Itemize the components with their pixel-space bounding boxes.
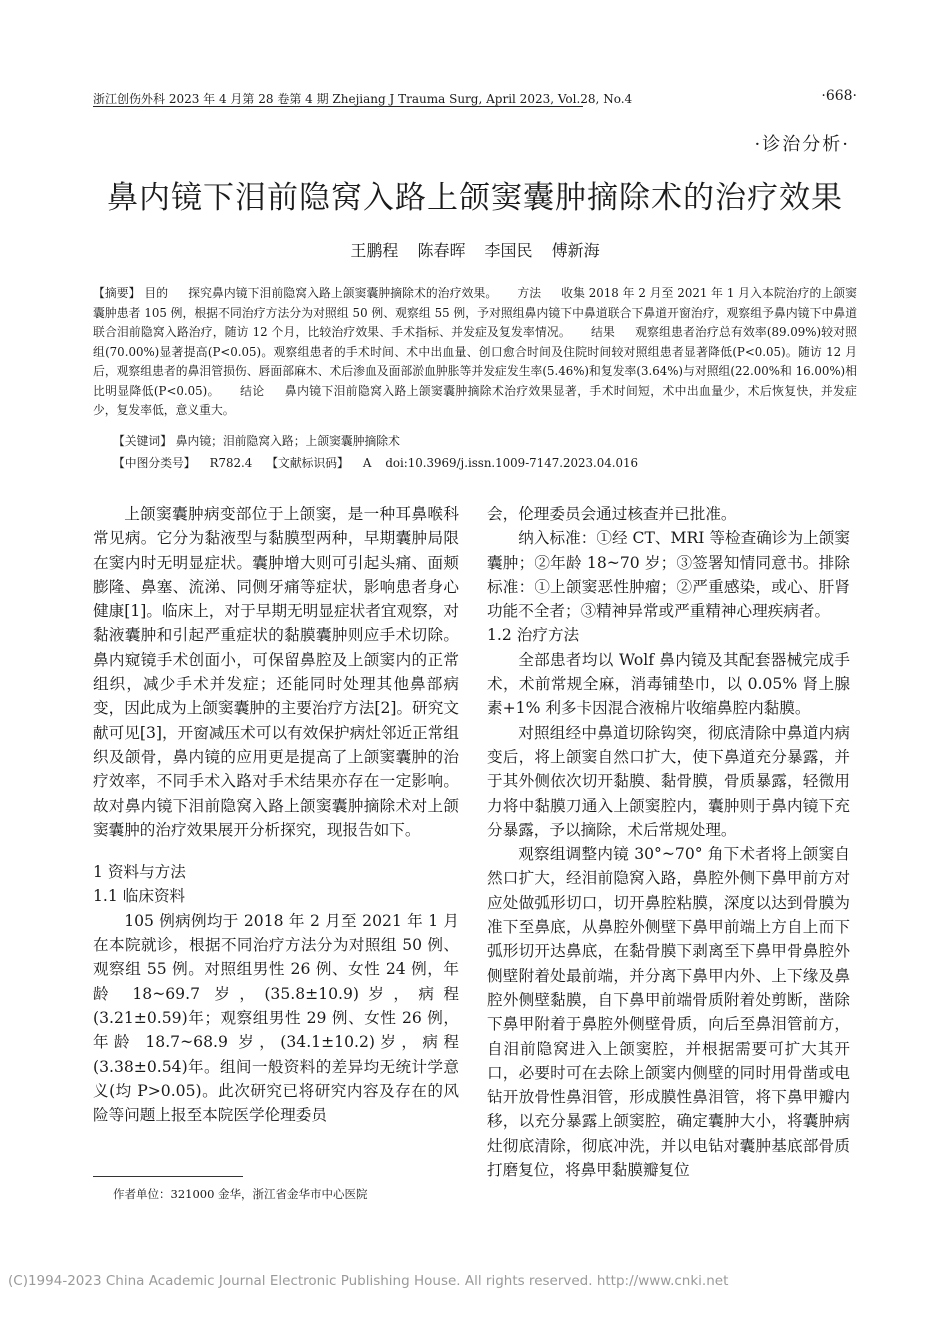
method-label: 方法	[517, 286, 542, 300]
article-title: 鼻内镜下泪前隐窝入路上颌窦囊肿摘除术的治疗效果	[107, 180, 843, 216]
left-column	[93, 502, 459, 1127]
result-text: 观察组患者治疗总有效率(89.09%)较对照组(70.00%)显著提高(P<0.05)。观察组患者的手术时间、术中出血量、创口愈合时间及住院时间较对照组患者显著降低(P<0.05)。随访 12 月后，观察组患者的鼻泪管损伤、唇面部麻木、术后渗血及面部淤血肿胀等并发症发生率(5.46%)和复发率(3.64%)与对照组(22.00%和 16.00%)相比明显降低(P<0.05)。	[93, 325, 857, 398]
authors: 王鹏程 陈春晖 李国民 傅新海	[350, 241, 600, 260]
heading-materials-methods: 1 资料与方法	[93, 863, 186, 882]
intro-paragraph: 上颌窦囊肿病变部位于上颌窦，是一种耳鼻喉科常见病。它分为黏液型与黏膜型两种，早期囊肿局限在窦内时无明显症状。囊肿增大则可引起头痛、面颊膨隆、鼻塞、流涕、同侧牙痛等症状，影响患者身心健康[1]。临床上，对于早期无明显症状者宜观察，对黏液囊肿和引起严重症状的黏膜囊肿则应手术切除。鼻内窥镜手术创面小，可保留鼻腔及上颌窦内的正常组织，减少手术并发症；还能同时处理其他鼻部病变，因此成为上颌窦囊肿的主要治疗方法[2]。研究文献可见[3]，开窗减压术可以有效保护病灶邻近正常组织及颌骨，鼻内镜的应用更是提高了上颌窦囊肿的治疗效率，不同手术入路对手术结果亦存在一定影响。故对鼻内镜下泪前隐窝入路上颌窦囊肿摘除术对上颌窦囊肿的治疗效果展开分析探究，现报告如下。	[93, 505, 459, 839]
classification-line	[113, 454, 652, 471]
method-text: 收集 2018 年 2 月至 2021 年 1 月入本院治疗的上颌窦囊肿患者 105 例，根据不同治疗方法分为对照组 50 例、观察组 55 例，予对照组鼻内镜下中鼻道联合下鼻道开窗治疗，观察组予鼻内镜下中鼻道联合泪前隐窝入路治疗，随访 12 个月，比较治疗效果、手术指标、并发症及复发率情况。	[93, 286, 857, 339]
author-affiliation: 作者单位：321000 金华，浙江省金华市中心医院	[113, 1187, 368, 1201]
cnki-watermark: (C)1994-2023 China Academic Journal Electronic Publishing House. All rights reserved. http://www.cnki.net	[8, 1273, 729, 1289]
ethics-continuation: 会，伦理委员会通过核查并已批准。	[487, 505, 737, 523]
keywords	[113, 432, 400, 449]
conclusion-text: 鼻内镜下泪前隐窝入路上颌窦囊肿摘除术治疗效果显著，手术时间短，术中出血量少，术后恢复快，并发症少，复发率低，意义重大。	[93, 383, 857, 417]
page-number: ·668·	[821, 88, 857, 104]
criteria-paragraph: 纳入标准：①经 CT、MRI 等检查确诊为上颌窦囊肿；②年龄 18~70 岁；③签署知情同意书。排除标准：①上颌窦恶性肿瘤；②严重感染，或心、肝肾功能不全者；③精神异常或严重精神心理疾病者。	[487, 529, 850, 621]
keywords-label: 【关键词】	[113, 434, 172, 448]
right-column	[487, 502, 850, 1182]
anesthesia-paragraph: 全部患者均以 Wolf 鼻内镜及其配套器械完成手术，术前常规全麻，消毒铺垫巾，以 0.05% 肾上腺素+1% 利多卡因混合液棉片收缩鼻腔内黏膜。	[487, 650, 850, 718]
control-group-paragraph: 对照组经中鼻道切除钩突，彻底清除中鼻道内病变后，将上颌窦自然口扩大，使下鼻道充分暴露，并于其外侧依次切开黏膜、黏骨膜，骨质暴露，轻微用力将中黏膜刀通入上颌窦腔内，囊肿则于鼻内镜下充分暴露，予以摘除，术后常规处理。	[487, 723, 850, 839]
clinical-data-paragraph: 105 例病例均于 2018 年 2 月至 2021 年 1 月在本院就诊，根据不同治疗方法分为对照组 50 例、观察组 55 例。对照组男性 26 例、女性 24 例，年龄 18~69.7 岁，(35.8±10.9)岁，病程(3.21±0.59)年；观察组男性 29 例、女性 26 例，年龄 18.7~68.9 岁，(34.1±10.2)岁，病程(3.38±0.54)年。组间一般资料的差异均无统计学意义(均 P>0.05)。此次研究已将研究内容及存在的风险等问题上报至本院医学伦理委员	[93, 911, 459, 1125]
conclusion-label: 结论	[239, 383, 265, 398]
aim-text: 探究鼻内镜下泪前隐窝入路上颌窦囊肿摘除术的治疗效果。	[188, 286, 498, 300]
result-label: 结果	[590, 325, 615, 339]
doi: doi:10.3969/j.issn.1009-7147.2023.04.016	[385, 456, 639, 470]
observation-group-paragraph: 观察组调整内镜 30°~70° 角下术者将上颌窦自然口扩大，经泪前隐窝入路，鼻腔外侧下鼻甲前方对应处做弧形切口，切开鼻腔粘膜，深度以达到骨膜为准下至鼻底，从鼻腔外侧壁下鼻甲前端上方自上而下弧形切开达鼻底，在黏骨膜下剥离至下鼻甲骨鼻腔外侧壁附着处最前端，并分离下鼻甲内外、上下缘及鼻腔外侧壁黏膜，自下鼻甲前端骨质附着处剪断，凿除下鼻甲附着于鼻腔外侧壁骨质，向后至鼻泪管前方，自泪前隐窝进入上颌窦腔，并根据需要可扩大其开口，必要时可在去除上颌窦内侧壁的同时用骨凿或电钻开放骨性鼻泪管，形成膜性鼻泪管，将下鼻甲瓣内移，以充分暴露上颌窦腔，确定囊肿大小，将囊肿病灶彻底清除，彻底冲洗，并以电钻对囊肿基底部骨质打磨复位，将鼻甲黏膜瓣复位	[487, 845, 850, 1180]
doc-code-label: 【文献标识码】	[266, 456, 349, 470]
aim-label: 目的	[144, 286, 169, 300]
heading-treatment-methods: 1.2 治疗方法	[487, 626, 580, 645]
heading-clinical-data: 1.1 临床资料	[93, 887, 186, 906]
abstract	[93, 284, 857, 421]
clc-label: 【中图分类号】	[113, 456, 196, 470]
doc-code-value: A	[362, 456, 372, 470]
section-label: ·诊治分析·	[754, 134, 850, 155]
keywords-text: 鼻内镜；泪前隐窝入路；上颌窦囊肿摘除术	[175, 434, 400, 448]
journal-citation: 浙江创伤外科 2023 年 4 月第 28 卷第 4 期 Zhejiang J Trauma Surg, April 2023, Vol.28, No.4	[93, 92, 633, 106]
header-rule	[93, 106, 583, 107]
clc-value: R782.4	[209, 456, 253, 470]
abstract-label: 【摘要】	[93, 286, 141, 300]
running-header	[93, 86, 857, 108]
footnote-rule	[93, 1176, 243, 1177]
